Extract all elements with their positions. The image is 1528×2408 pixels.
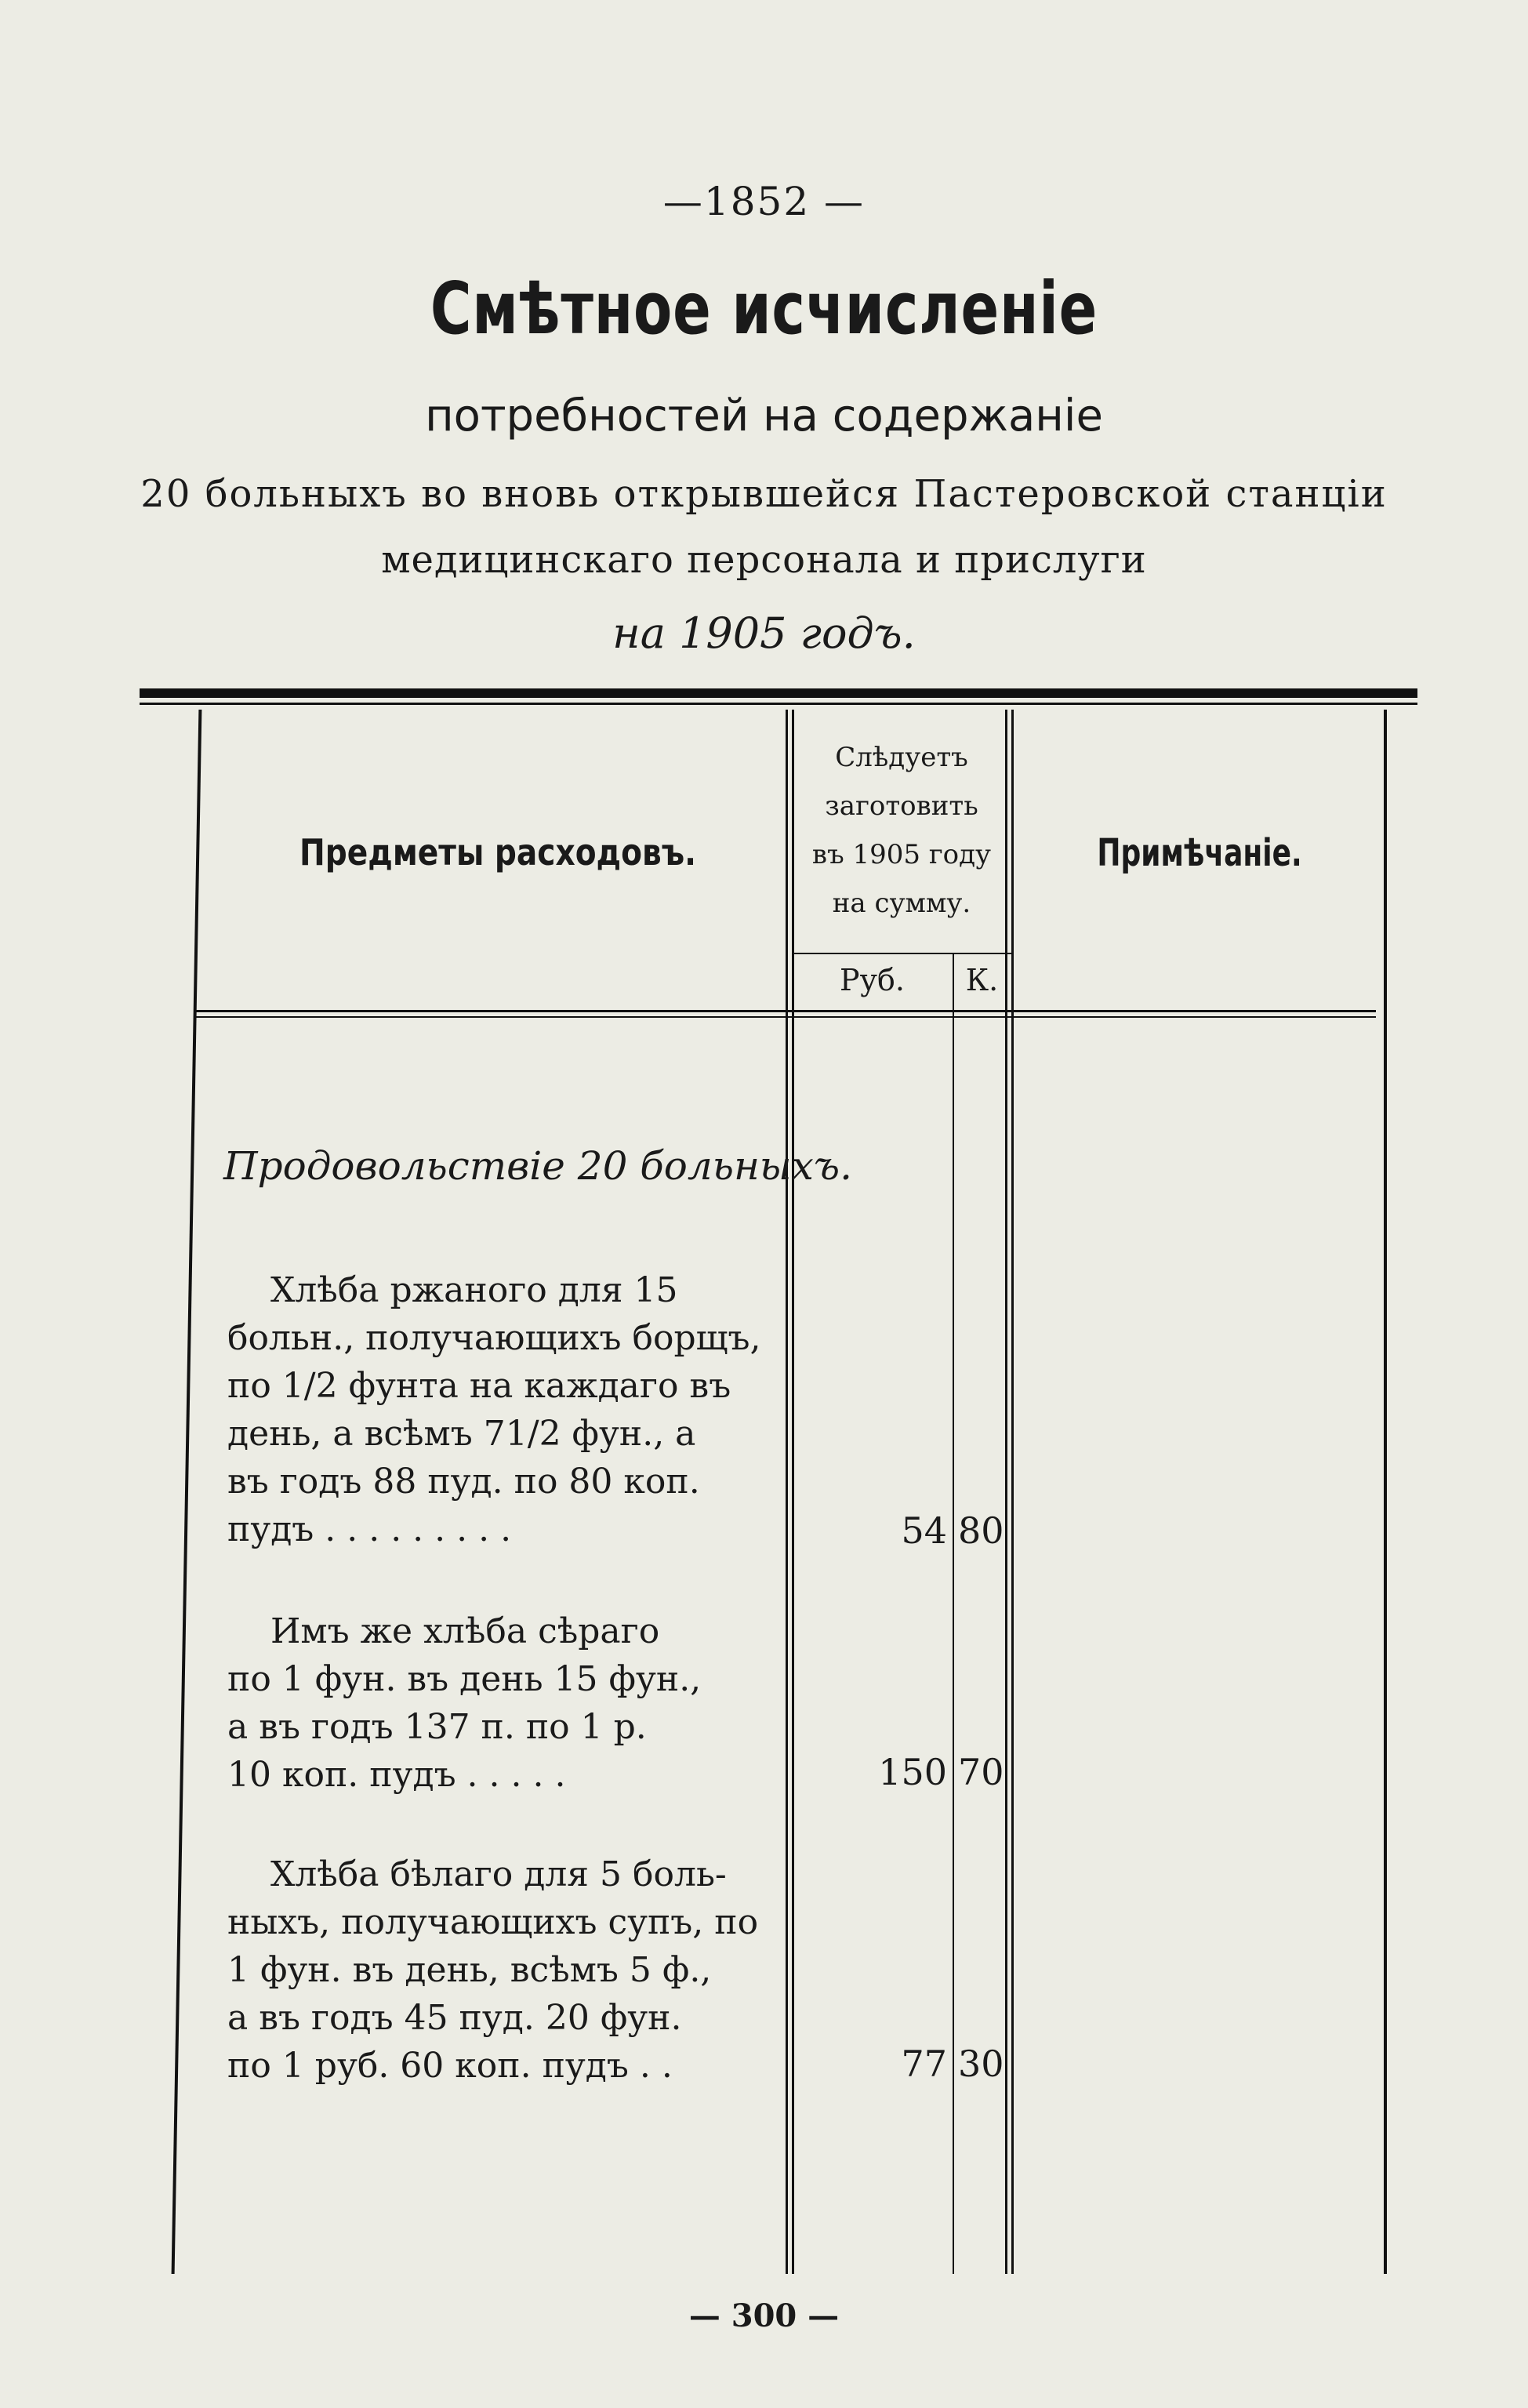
table-right-border	[1384, 710, 1387, 2274]
row-rub-value: 150	[878, 1751, 947, 1793]
row-kop-value: 80	[958, 1509, 1004, 1552]
page-number-top: —1852 —	[662, 179, 866, 224]
column-header-sum: Слѣдуетъ заготовить въ 1905 году на сумму.	[811, 742, 992, 919]
subtitle-line-1: 20 больныхъ во вновь открывшейся Пастеровской станціи	[140, 472, 1388, 516]
table-row: Хлѣба ржаного для 15 больн., получающихъ борщъ, по 1/2 фунта на каждаго въ день, а всѣмъ 71/2 фун., а въ годъ 88 пуд. по 80 коп. пудъ . . . . . . . . .	[227, 1270, 761, 1549]
document-subtitle: потребностей на содержаніе	[425, 390, 1103, 441]
row-kop-value: 30	[958, 2043, 1004, 2085]
table-row: Хлѣба бѣлаго для 5 боль- ныхъ, получающихъ супъ, по 1 фун. въ день, всѣмъ 5 ф., а въ годъ 45 пуд. 20 фун. по 1 руб. 60 коп. пудъ . .	[227, 1854, 759, 2086]
section-heading: Продовольствіе 20 больныхъ.	[223, 1143, 853, 1189]
column-header-kop: К.	[965, 963, 999, 997]
subtitle-line-2: медицинскаго персонала и прислуги	[381, 538, 1147, 582]
column-header-items: Предметы расходовъ.	[299, 831, 696, 873]
table-row: Имъ же хлѣба сѣраго по 1 фун. въ день 15 фун., а въ годъ 137 п. по 1 р. 10 коп. пудъ . . . . .	[227, 1611, 702, 1795]
row-rub-value: 77	[901, 2043, 947, 2085]
table-left-border	[172, 710, 202, 2274]
items-column-rule	[786, 710, 788, 2274]
column-header-note: Примѣчаніе.	[1097, 831, 1302, 875]
page-number-bottom: — 300 —	[688, 2297, 840, 2334]
row-rub-value: 54	[901, 1509, 947, 1552]
items-column-rule-2	[792, 710, 794, 2274]
table-top-rule	[140, 688, 1417, 698]
table-top-rule-thin	[140, 703, 1417, 705]
sum-column-rule	[1005, 710, 1007, 2274]
sum-column-rule-2	[1011, 710, 1014, 2274]
column-header-rub: Руб.	[840, 963, 905, 997]
subcolumn-rule	[792, 953, 1011, 954]
kop-column-rule	[953, 953, 954, 2274]
document-title: Смѣтное исчисленіе	[430, 267, 1098, 350]
subtitle-year: на 1905 годъ.	[612, 608, 916, 658]
row-kop-value: 70	[958, 1751, 1004, 1793]
